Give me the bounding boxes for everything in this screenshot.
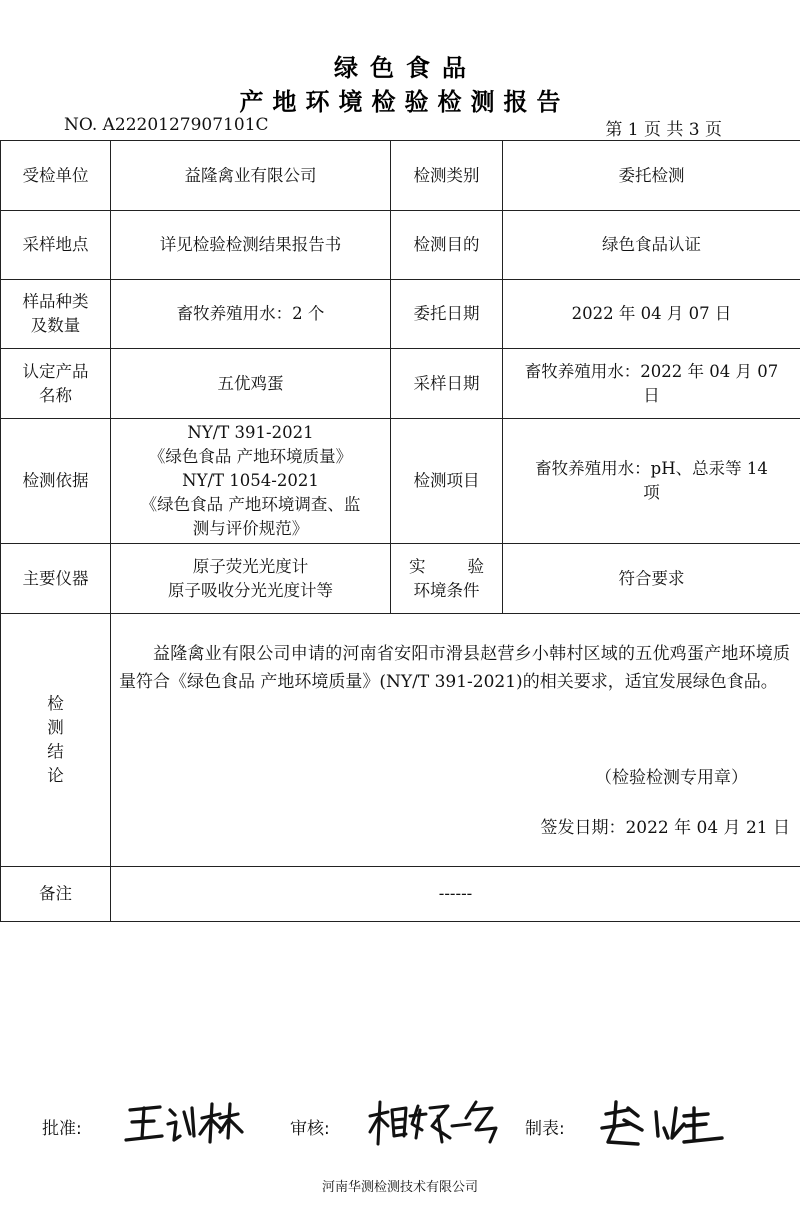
label-sample-type: 样品种类 及数量 [1,280,111,349]
approve-label: 批准: [42,1119,82,1139]
footer-company: 河南华测检测技术有限公司 [321,1180,478,1195]
report-title-line2: 产地环境检验检测报告 [239,88,570,116]
approve-signature [120,1098,245,1148]
report-table [0,140,800,922]
prepare-signature [598,1098,728,1152]
page-indicator: 第 1 页 共 3 页 [605,120,722,140]
label-test-purpose: 检测目的 [391,211,503,280]
table-row [1,211,800,280]
value-sampling-date: 畜牧养殖用水：2022 年 04 月 07 日 [503,349,800,419]
value-product-name: 五优鸡蛋 [111,349,391,419]
value-sampling-location: 详见检验检测结果报告书 [111,211,391,280]
table-row [1,419,800,544]
report-title-line1: 绿色食品 [334,54,478,82]
prepare-label: 制表: [525,1119,565,1139]
label-sampling-location: 采样地点 [1,211,111,280]
conclusion-text: 益隆禽业有限公司申请的河南省安阳市滑县赵营乡小韩村区域的五优鸡蛋产地环境质量符合《绿色食品 产地环境质量》(NY/T 391-2021)的相关要求，适宜发展绿色食品。 [119,644,790,692]
table-row [1,141,800,211]
value-test-items: 畜牧养殖用水：pH、总汞等 14 项 [503,419,800,544]
value-lab-environment: 符合要求 [503,544,800,614]
value-test-basis: NY/T 391-2021 《绿色食品 产地环境质量》 NY/T 1054-2021 《绿色食品 产地环境调查、监 测与评价规范》 [111,419,391,544]
conclusion-cell [111,614,800,867]
value-inspected-unit: 益隆禽业有限公司 [111,141,391,211]
label-inspected-unit: 受检单位 [1,141,111,211]
label-test-category: 检测类别 [391,141,503,211]
label-test-basis: 检测依据 [1,419,111,544]
value-main-instruments: 原子荧光光度计 原子吸收分光光度计等 [111,544,391,614]
table-row [1,614,800,867]
label-remarks: 备注 [1,867,111,922]
table-row [1,867,800,922]
label-product-name: 认定产品 名称 [1,349,111,419]
label-conclusion: 检 测 结 论 [1,614,111,867]
stamp-note: （检验检测专用章） [595,768,748,788]
value-commission-date: 2022 年 04 月 07 日 [503,280,800,349]
value-remarks: ------ [111,867,800,922]
table-row [1,280,800,349]
label-test-items: 检测项目 [391,419,503,544]
review-signature [366,1096,501,1150]
report-number: NO. A2220127907101C [64,115,269,135]
label-main-instruments: 主要仪器 [1,544,111,614]
label-sampling-date: 采样日期 [391,349,503,419]
table-row [1,349,800,419]
value-sample-type: 畜牧养殖用水：2 个 [111,280,391,349]
label-lab-environment-line2: 环境条件 [413,580,480,600]
value-test-category: 委托检测 [503,141,800,211]
issue-date: 签发日期：2022 年 04 月 21 日 [540,818,790,838]
value-test-purpose: 绿色食品认证 [503,211,800,280]
review-label: 审核: [290,1119,330,1139]
label-lab-environment-line1: 实验 [409,556,484,576]
label-commission-date: 委托日期 [391,280,503,349]
label-lab-environment [391,544,503,614]
table-row [1,544,800,614]
